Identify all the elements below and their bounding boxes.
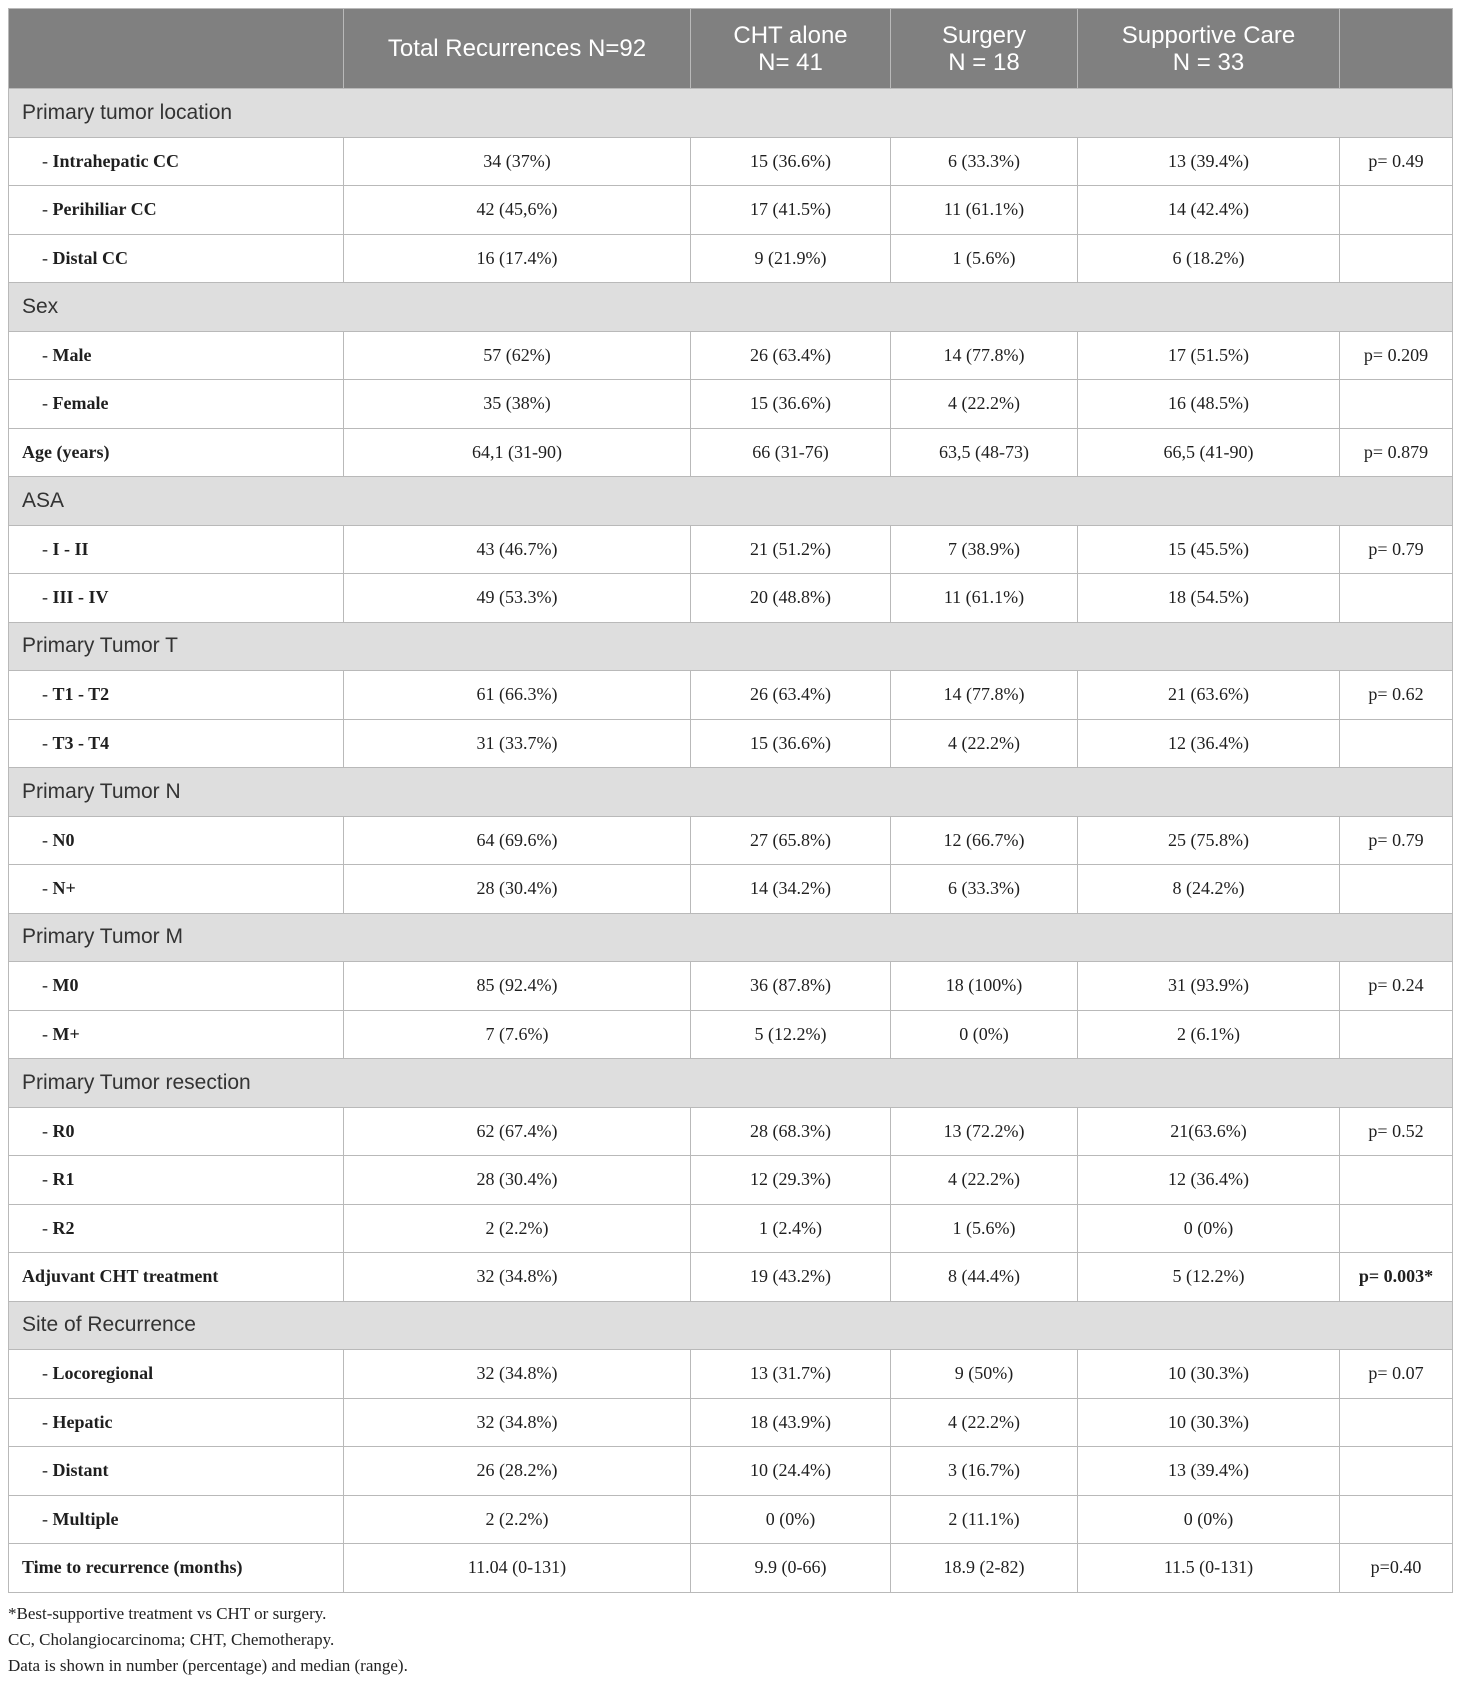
supportive-care-value: 8 (24.2%) [1078, 865, 1340, 914]
surgery-value: 3 (16.7%) [891, 1447, 1078, 1496]
supportive-care-value: 11.5 (0-131) [1078, 1544, 1340, 1593]
row-label: T1 - T2 [52, 684, 110, 705]
header-surgery [891, 9, 1078, 89]
row-label-cell [9, 380, 344, 429]
row-label-cell [9, 1253, 344, 1302]
section-row [9, 477, 1453, 526]
total-value: 62 (67.4%) [344, 1107, 691, 1156]
row-label-cell [9, 525, 344, 574]
row-bullet: - [42, 975, 53, 996]
row-label: R0 [52, 1120, 75, 1141]
table-row [9, 1156, 1453, 1205]
table-row [9, 186, 1453, 235]
table-row [9, 1447, 1453, 1496]
table-row [9, 1204, 1453, 1253]
row-bullet: - [42, 1169, 53, 1190]
row-label-cell [9, 1544, 344, 1593]
table-row [9, 234, 1453, 283]
row-label-cell [9, 1156, 344, 1205]
row-label-cell [9, 1107, 344, 1156]
header-line: Supportive Care [1121, 21, 1296, 49]
row-label: Time to recurrence (months) [22, 1557, 243, 1578]
header-line: CHT alone [733, 21, 848, 49]
p-value: p= 0.209 [1340, 331, 1453, 380]
row-label: Locoregional [52, 1363, 154, 1384]
supportive-care-value: 17 (51.5%) [1078, 331, 1340, 380]
supportive-care-value: 66,5 (41-90) [1078, 428, 1340, 477]
total-value: 2 (2.2%) [344, 1204, 691, 1253]
total-value: 26 (28.2%) [344, 1447, 691, 1496]
cht-alone-value: 26 (63.4%) [691, 331, 891, 380]
supportive-care-value: 14 (42.4%) [1078, 186, 1340, 235]
header-line: Total Recurrences N=92 [387, 35, 647, 62]
row-label: M+ [52, 1023, 80, 1044]
cht-alone-value: 26 (63.4%) [691, 671, 891, 720]
section-label: Site of Recurrence [9, 1301, 1453, 1350]
total-value: 7 (7.6%) [344, 1010, 691, 1059]
row-bullet: - [42, 1460, 53, 1481]
supportive-care-value: 5 (12.2%) [1078, 1253, 1340, 1302]
header-line: Surgery [941, 21, 1027, 49]
row-label-cell [9, 137, 344, 186]
header-row [9, 9, 1453, 89]
surgery-value: 4 (22.2%) [891, 1156, 1078, 1205]
row-label: Perihiliar CC [52, 199, 157, 220]
row-label-cell [9, 1350, 344, 1399]
table-footnotes [8, 1601, 1460, 1679]
row-bullet: - [42, 1363, 53, 1384]
total-value: 61 (66.3%) [344, 671, 691, 720]
p-value: p= 0.79 [1340, 816, 1453, 865]
table-row [9, 574, 1453, 623]
surgery-value: 14 (77.8%) [891, 331, 1078, 380]
row-bullet: - [42, 1508, 53, 1529]
row-label: N+ [52, 878, 76, 899]
total-value: 28 (30.4%) [344, 1156, 691, 1205]
table-row [9, 962, 1453, 1011]
section-row [9, 1301, 1453, 1350]
table-row [9, 137, 1453, 186]
cht-alone-value: 15 (36.6%) [691, 380, 891, 429]
cht-alone-value: 9.9 (0-66) [691, 1544, 891, 1593]
p-value: p=0.40 [1340, 1544, 1453, 1593]
total-value: 35 (38%) [344, 380, 691, 429]
table-row [9, 1253, 1453, 1302]
row-label: Female [52, 393, 109, 414]
supportive-care-value: 6 (18.2%) [1078, 234, 1340, 283]
section-row [9, 1059, 1453, 1108]
surgery-value: 4 (22.2%) [891, 380, 1078, 429]
total-value: 64,1 (31-90) [344, 428, 691, 477]
header-stub [9, 9, 344, 89]
recurrence-table [8, 8, 1453, 1593]
row-label: Adjuvant CHT treatment [22, 1266, 219, 1287]
p-value: p= 0.879 [1340, 428, 1453, 477]
supportive-care-value: 12 (36.4%) [1078, 1156, 1340, 1205]
p-value [1340, 1010, 1453, 1059]
row-label: Age (years) [22, 441, 110, 462]
section-label: Primary Tumor T [9, 622, 1453, 671]
surgery-value: 8 (44.4%) [891, 1253, 1078, 1302]
table-row [9, 1398, 1453, 1447]
surgery-value: 13 (72.2%) [891, 1107, 1078, 1156]
surgery-value: 1 (5.6%) [891, 1204, 1078, 1253]
p-value: p= 0.62 [1340, 671, 1453, 720]
supportive-care-value: 25 (75.8%) [1078, 816, 1340, 865]
header-supportive-care [1078, 9, 1340, 89]
section-label: Primary tumor location [9, 89, 1453, 138]
section-row [9, 622, 1453, 671]
total-value: 16 (17.4%) [344, 234, 691, 283]
footnote: Data is shown in number (percentage) and median (range). [8, 1655, 408, 1675]
row-bullet: - [42, 732, 53, 753]
surgery-value: 11 (61.1%) [891, 574, 1078, 623]
cht-alone-value: 28 (68.3%) [691, 1107, 891, 1156]
row-label: Distant [52, 1460, 109, 1481]
row-bullet: - [42, 1120, 53, 1141]
p-value: p= 0.52 [1340, 1107, 1453, 1156]
total-value: 57 (62%) [344, 331, 691, 380]
cht-alone-value: 21 (51.2%) [691, 525, 891, 574]
cht-alone-value: 18 (43.9%) [691, 1398, 891, 1447]
header-total-recurrences [344, 9, 691, 89]
row-label-cell [9, 865, 344, 914]
row-bullet: - [42, 684, 53, 705]
row-label-cell [9, 1010, 344, 1059]
row-label: R1 [52, 1169, 75, 1190]
cht-alone-value: 66 (31-76) [691, 428, 891, 477]
p-value [1340, 380, 1453, 429]
row-label-cell [9, 234, 344, 283]
supportive-care-value: 18 (54.5%) [1078, 574, 1340, 623]
row-bullet: - [42, 150, 53, 171]
row-label-cell [9, 1398, 344, 1447]
total-value: 43 (46.7%) [344, 525, 691, 574]
header-line: N = 33 [1172, 48, 1245, 76]
table-row [9, 671, 1453, 720]
surgery-value: 7 (38.9%) [891, 525, 1078, 574]
supportive-care-value: 12 (36.4%) [1078, 719, 1340, 768]
row-label: Intrahepatic CC [52, 150, 179, 171]
total-value: 2 (2.2%) [344, 1495, 691, 1544]
cht-alone-value: 15 (36.6%) [691, 137, 891, 186]
table-row [9, 331, 1453, 380]
p-value [1340, 865, 1453, 914]
total-value: 32 (34.8%) [344, 1398, 691, 1447]
row-label-cell [9, 1447, 344, 1496]
p-value: p= 0.07 [1340, 1350, 1453, 1399]
cht-alone-value: 27 (65.8%) [691, 816, 891, 865]
row-label: Distal CC [52, 247, 128, 268]
cht-alone-value: 1 (2.4%) [691, 1204, 891, 1253]
table-row [9, 1010, 1453, 1059]
cht-alone-value: 13 (31.7%) [691, 1350, 891, 1399]
p-value [1340, 186, 1453, 235]
row-label-cell [9, 331, 344, 380]
section-row [9, 283, 1453, 332]
total-value: 31 (33.7%) [344, 719, 691, 768]
total-value: 11.04 (0-131) [344, 1544, 691, 1593]
row-bullet: - [42, 344, 53, 365]
supportive-care-value: 16 (48.5%) [1078, 380, 1340, 429]
supportive-care-value: 0 (0%) [1078, 1204, 1340, 1253]
surgery-value: 6 (33.3%) [891, 865, 1078, 914]
section-row [9, 913, 1453, 962]
p-value [1340, 719, 1453, 768]
total-value: 85 (92.4%) [344, 962, 691, 1011]
p-value [1340, 1398, 1453, 1447]
row-label-cell [9, 816, 344, 865]
total-value: 34 (37%) [344, 137, 691, 186]
row-label: Hepatic [52, 1411, 113, 1432]
table-body [9, 89, 1453, 1593]
total-value: 64 (69.6%) [344, 816, 691, 865]
total-value: 49 (53.3%) [344, 574, 691, 623]
footnote: *Best-supportive treatment vs CHT or surgery. [8, 1603, 327, 1623]
surgery-value: 18.9 (2-82) [891, 1544, 1078, 1593]
table-row [9, 380, 1453, 429]
table-row [9, 1350, 1453, 1399]
row-bullet: - [42, 538, 53, 559]
header-line: N = 18 [948, 48, 1020, 76]
row-label-cell [9, 1204, 344, 1253]
total-value: 32 (34.8%) [344, 1350, 691, 1399]
cht-alone-value: 19 (43.2%) [691, 1253, 891, 1302]
surgery-value: 12 (66.7%) [891, 816, 1078, 865]
supportive-care-value: 0 (0%) [1078, 1495, 1340, 1544]
table-row [9, 719, 1453, 768]
row-bullet: - [42, 878, 53, 899]
row-label: Multiple [52, 1508, 119, 1529]
p-value [1340, 1447, 1453, 1496]
cht-alone-value: 17 (41.5%) [691, 186, 891, 235]
section-label: Sex [9, 283, 1453, 332]
section-label: Primary Tumor M [9, 913, 1453, 962]
surgery-value: 2 (11.1%) [891, 1495, 1078, 1544]
surgery-value: 18 (100%) [891, 962, 1078, 1011]
table-row [9, 865, 1453, 914]
surgery-value: 0 (0%) [891, 1010, 1078, 1059]
cht-alone-value: 10 (24.4%) [691, 1447, 891, 1496]
row-label-cell [9, 186, 344, 235]
total-value: 42 (45,6%) [344, 186, 691, 235]
section-label: Primary Tumor N [9, 768, 1453, 817]
header-line: N= 41 [758, 48, 823, 76]
surgery-value: 1 (5.6%) [891, 234, 1078, 283]
table-row [9, 525, 1453, 574]
row-label-cell [9, 1495, 344, 1544]
row-label-cell [9, 574, 344, 623]
total-value: 32 (34.8%) [344, 1253, 691, 1302]
row-label-cell [9, 962, 344, 1011]
table-row [9, 1495, 1453, 1544]
p-value: p= 0.003* [1340, 1253, 1453, 1302]
surgery-value: 9 (50%) [891, 1350, 1078, 1399]
p-value [1340, 1156, 1453, 1205]
p-value: p= 0.79 [1340, 525, 1453, 574]
row-label: I - II [52, 538, 89, 559]
cht-alone-value: 15 (36.6%) [691, 719, 891, 768]
supportive-care-value: 31 (93.9%) [1078, 962, 1340, 1011]
section-label: Primary Tumor resection [9, 1059, 1453, 1108]
table-row [9, 816, 1453, 865]
p-value [1340, 1495, 1453, 1544]
supportive-care-value: 2 (6.1%) [1078, 1010, 1340, 1059]
surgery-value: 6 (33.3%) [891, 137, 1078, 186]
row-label: T3 - T4 [52, 732, 110, 753]
cht-alone-value: 36 (87.8%) [691, 962, 891, 1011]
supportive-care-value: 13 (39.4%) [1078, 137, 1340, 186]
table-row [9, 428, 1453, 477]
footnote: CC, Cholangiocarcinoma; CHT, Chemotherapy. [8, 1629, 335, 1649]
cht-alone-value: 20 (48.8%) [691, 574, 891, 623]
surgery-value: 14 (77.8%) [891, 671, 1078, 720]
surgery-value: 4 (22.2%) [891, 719, 1078, 768]
section-label: ASA [9, 477, 1453, 526]
p-value [1340, 234, 1453, 283]
row-bullet: - [42, 1411, 53, 1432]
row-label: N0 [52, 829, 75, 850]
table-header [9, 9, 1453, 89]
supportive-care-value: 15 (45.5%) [1078, 525, 1340, 574]
surgery-value: 63,5 (48-73) [891, 428, 1078, 477]
row-bullet: - [42, 393, 53, 414]
p-value: p= 0.24 [1340, 962, 1453, 1011]
surgery-value: 11 (61.1%) [891, 186, 1078, 235]
row-label-cell [9, 671, 344, 720]
p-value [1340, 574, 1453, 623]
cht-alone-value: 5 (12.2%) [691, 1010, 891, 1059]
row-label: R2 [52, 1217, 75, 1238]
supportive-care-value: 10 (30.3%) [1078, 1350, 1340, 1399]
cht-alone-value: 12 (29.3%) [691, 1156, 891, 1205]
cht-alone-value: 9 (21.9%) [691, 234, 891, 283]
row-label: III - IV [52, 587, 109, 608]
supportive-care-value: 10 (30.3%) [1078, 1398, 1340, 1447]
row-label-cell [9, 428, 344, 477]
row-label-cell [9, 719, 344, 768]
section-row [9, 89, 1453, 138]
row-bullet: - [42, 1217, 53, 1238]
row-bullet: - [42, 829, 53, 850]
surgery-value: 4 (22.2%) [891, 1398, 1078, 1447]
row-label: Male [52, 344, 92, 365]
row-bullet: - [42, 1023, 53, 1044]
section-row [9, 768, 1453, 817]
row-bullet: - [42, 247, 53, 268]
cht-alone-value: 0 (0%) [691, 1495, 891, 1544]
header-cht-alone [691, 9, 891, 89]
table-row [9, 1544, 1453, 1593]
p-value [1340, 1204, 1453, 1253]
cht-alone-value: 14 (34.2%) [691, 865, 891, 914]
supportive-care-value: 21(63.6%) [1078, 1107, 1340, 1156]
supportive-care-value: 13 (39.4%) [1078, 1447, 1340, 1496]
row-bullet: - [42, 199, 53, 220]
row-bullet: - [42, 587, 53, 608]
header-p-value [1340, 9, 1453, 89]
table-row [9, 1107, 1453, 1156]
row-label: M0 [52, 975, 79, 996]
p-value: p= 0.49 [1340, 137, 1453, 186]
total-value: 28 (30.4%) [344, 865, 691, 914]
supportive-care-value: 21 (63.6%) [1078, 671, 1340, 720]
